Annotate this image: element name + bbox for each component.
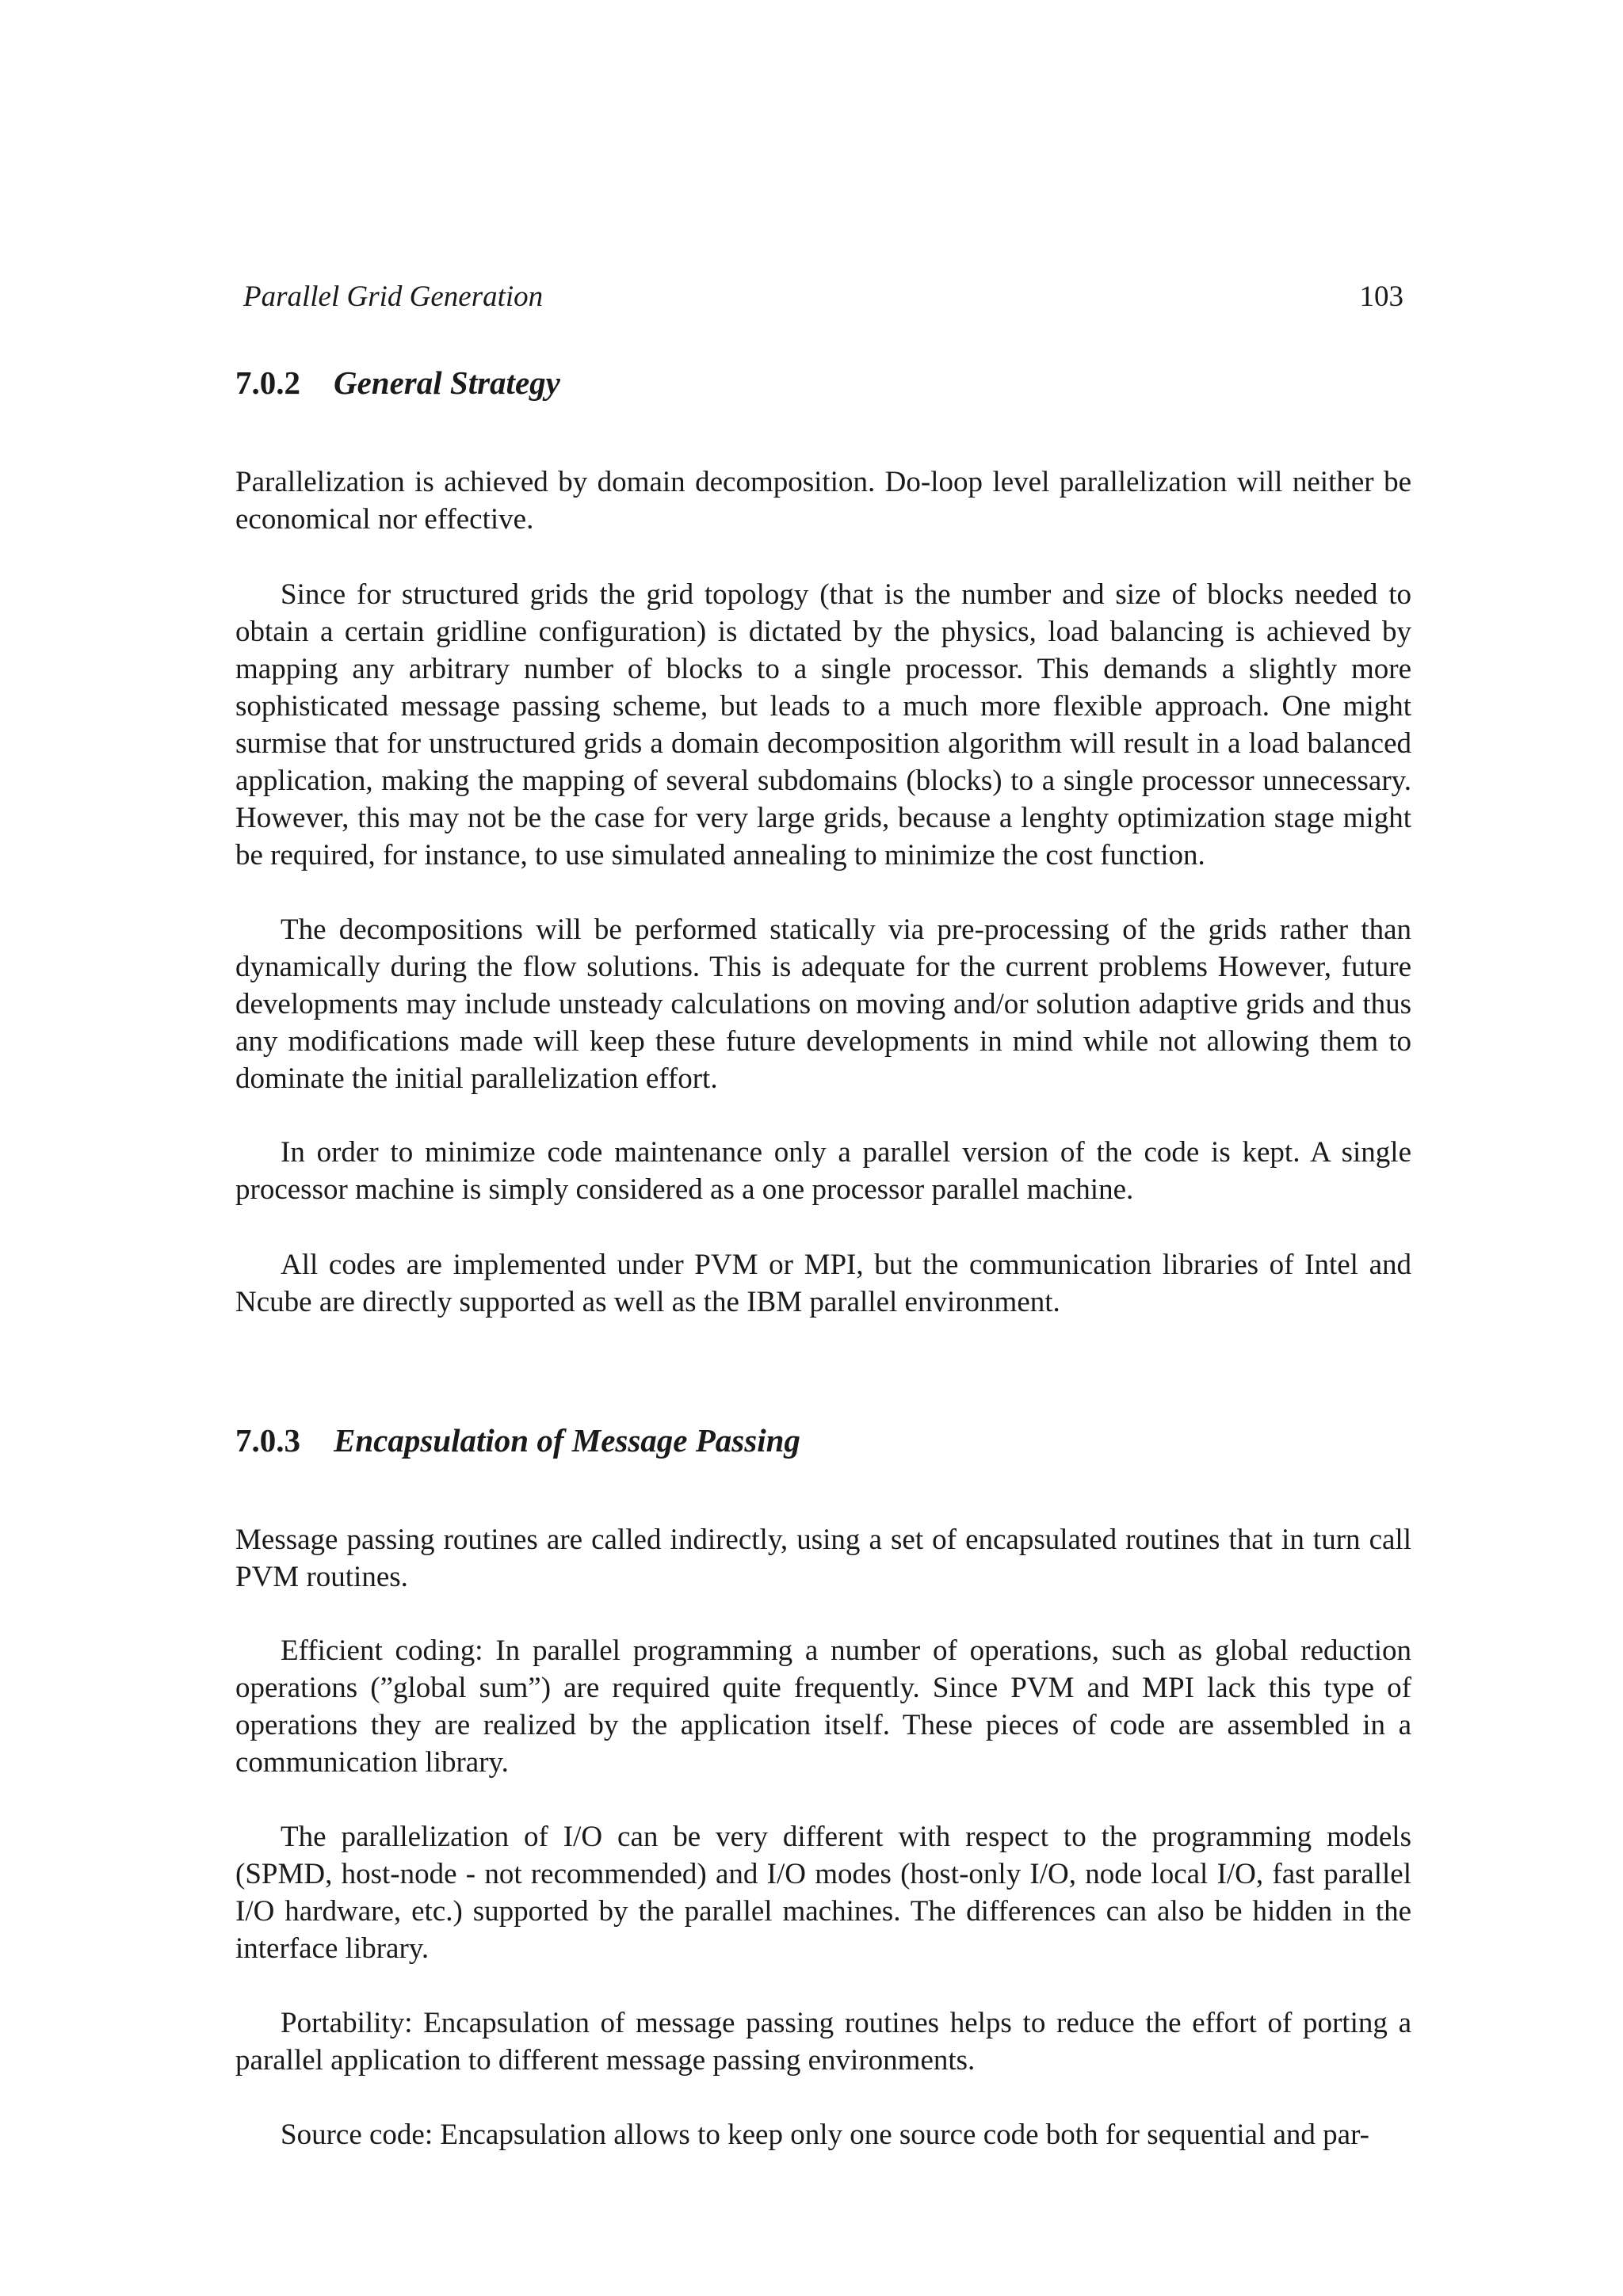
paragraph: Parallelization is achieved by domain decomposition. Do-loop level parallelization will neither be economical nor effective. [235,466,1411,536]
paragraph: Source code: Encapsulation allows to keep only one source code both for sequential and par- [281,2119,1369,2151]
paragraph: In order to minimize code maintenance only a parallel version of the code is kept. A single processor machine is simply considered as a one processor parallel machine. [235,1136,1411,1206]
paragraph: All codes are implemented under PVM or MPI, but the communication libraries of Intel and Ncube are directly supported as well as the IBM parallel environment. [235,1249,1411,1318]
running-header [243,277,1403,317]
running-title: Parallel Grid Generation [243,280,544,313]
section-heading [235,360,1411,405]
paragraph: The parallelization of I/O can be very different with respect to the programming models (SPMD, host-node - not recommended) and I/O modes (host-only I/O, node local I/O, fast parallel I/O hardware, etc.) supported by the parallel machines. The differences can also be hidden in the interface library. [235,1821,1411,1965]
section-general-strategy [235,360,1411,405]
paragraph: Since for structured grids the grid topology (that is the number and size of blocks needed to obtain a certain gridline configuration) is dictated by the physics, load balancing is achieved by mapping any arbitrary number of blocks to a single processor. This demands a slightly more sophisticated message passing scheme, but leads to a much more flexible approach. One might surmise that for unstructured grids a domain decomposition algorithm will result in a load balanced application, making the mapping of several subdomains (blocks) to a single processor unnecessary. However, this may not be the case for very large grids, because a lenghty optimization stage might be required, for instance, to use simulated annealing to minimize the cost function. [235,578,1411,871]
paragraph: The decompositions will be performed statically via pre-processing of the grids rather than dynamically during the flow solutions. This is adequate for the current problems However, future developments may include unsteady calculations on moving and/or solution adaptive grids and thus any modifications made will keep these future developments in mind while not allowing them to dominate the initial parallelization effort. [235,913,1411,1095]
page-number: 103 [1359,280,1403,313]
section-title: General Strategy [334,364,560,401]
section-encapsulation [235,1418,1411,1463]
paragraph: Message passing routines are called indirectly, using a set of encapsulated routines that in turn call PVM routines. [235,1524,1411,1593]
section-heading [235,1418,1411,1463]
paragraph: Portability: Encapsulation of message passing routines helps to reduce the effort of porting a parallel application to different message passing environments. [235,2007,1411,2077]
section-number: 7.0.2 [235,364,300,401]
paragraph: Efficient coding: In parallel programming a number of operations, such as global reduction operations (”global sum”) are required quite frequently. Since PVM and MPI lack this type of operations they are realized by the application itself. These pieces of code are assembled in a communication library. [235,1634,1411,1779]
section-number: 7.0.3 [235,1422,300,1459]
section-title: Encapsulation of Message Passing [334,1422,800,1459]
